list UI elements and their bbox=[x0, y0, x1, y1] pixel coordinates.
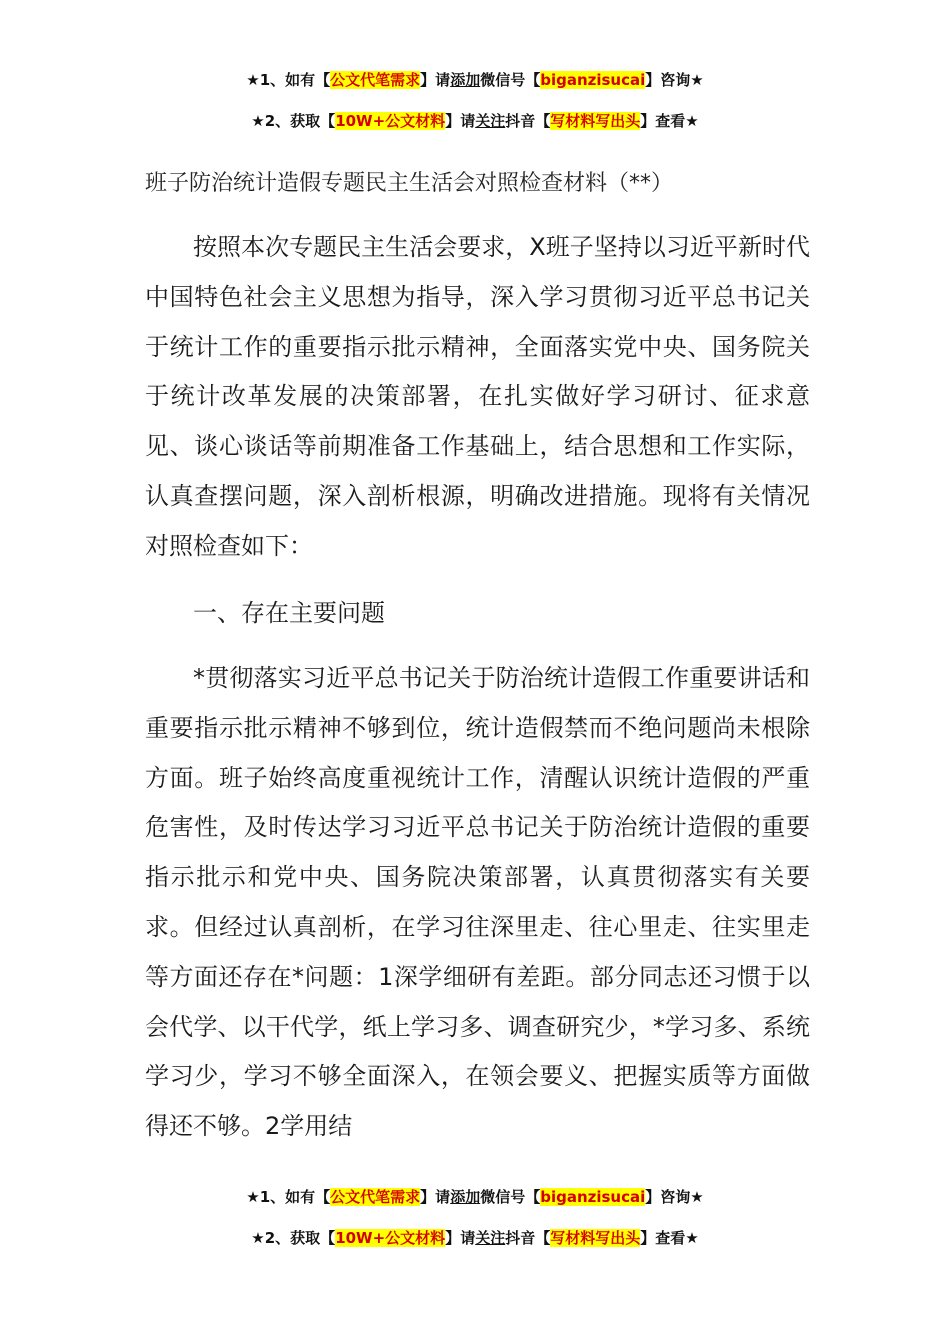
banner-text: ★1、如有【 bbox=[246, 1188, 331, 1206]
banner-text: 】请 bbox=[420, 1188, 451, 1206]
banner-underline: 添加 bbox=[450, 1188, 481, 1206]
banner-text: 】查看★ bbox=[640, 112, 699, 130]
banner-highlight: 10W+公文材料 bbox=[335, 1229, 446, 1247]
banner-highlight: 公文代笔需求 bbox=[330, 1188, 421, 1206]
banner-highlight: 公文代笔需求 bbox=[330, 71, 421, 89]
banner-text: 】请 bbox=[420, 71, 451, 89]
banner-text: 】咨询★ bbox=[645, 1188, 704, 1206]
banner-text: 】请 bbox=[445, 1229, 476, 1247]
banner-highlight: 写材料写出头 bbox=[550, 112, 641, 130]
document-title: 班子防治统计造假专题民主生活会对照检查材料（**） bbox=[145, 171, 674, 196]
banner-highlight: 10W+公文材料 bbox=[335, 112, 446, 130]
banner-text: 微信号【 bbox=[480, 71, 541, 89]
bottom-banner-line-1 bbox=[0, 1186, 950, 1208]
banner-highlight: 写材料写出头 bbox=[550, 1229, 641, 1247]
banner-text: 微信号【 bbox=[480, 1188, 541, 1206]
banner-text: 抖音【 bbox=[505, 1229, 551, 1247]
banner-text: 】查看★ bbox=[640, 1229, 699, 1247]
banner-text: 抖音【 bbox=[505, 112, 551, 130]
section-paragraph: *贯彻落实习近平总书记关于防治统计造假工作重要讲话和重要指示批示精神不够到位，统计造假禁而不绝问题尚未根除方面。班子始终高度重视统计工作，清醒认识统计造假的严重危害性，及时传达学习习近平总书记关于防治统计造假的重要指示批示和党中央、国务院决策部署，认真贯彻落实有关要求。但经过认真剖析，在学习往深里走、往心里走、往实里走等方面还存在*问题：1深学细研有差距。部分同志还习惯于以会代学、以干代学，纸上学习多、调查研究少，*学习多、系统学习少，学习不够全面深入，在领会要义、把握实质等方面做得还不够。2学用结 bbox=[145, 664, 810, 1141]
top-banner-line-1 bbox=[0, 69, 950, 91]
banner-underline: 关注 bbox=[475, 1229, 506, 1247]
banner-text: ★2、获取【 bbox=[251, 112, 336, 130]
banner-text: 】咨询★ bbox=[645, 71, 704, 89]
section-heading: 一、存在主要问题 bbox=[193, 599, 385, 627]
banner-text: ★1、如有【 bbox=[246, 71, 331, 89]
banner-underline: 关注 bbox=[475, 112, 506, 130]
top-banner-line-2 bbox=[0, 110, 950, 132]
banner-underline: 添加 bbox=[450, 71, 481, 89]
banner-text: 】请 bbox=[445, 112, 476, 130]
banner-highlight: biganzisucai bbox=[540, 71, 646, 89]
banner-text: ★2、获取【 bbox=[251, 1229, 336, 1247]
banner-highlight: biganzisucai bbox=[540, 1188, 646, 1206]
intro-paragraph: 按照本次专题民主生活会要求，X班子坚持以习近平新时代中国特色社会主义思想为指导，深入学习贯彻习近平总书记关于统计工作的重要指示批示精神，全面落实党中央、国务院关于统计改革发展的决策部署，在扎实做好学习研讨、征求意见、谈心谈话等前期准备工作基础上，结合思想和工作实际，认真查摆问题，深入剖析根源，明确改进措施。现将有关情况对照检查如下： bbox=[145, 233, 810, 560]
bottom-banner-line-2 bbox=[0, 1227, 950, 1249]
